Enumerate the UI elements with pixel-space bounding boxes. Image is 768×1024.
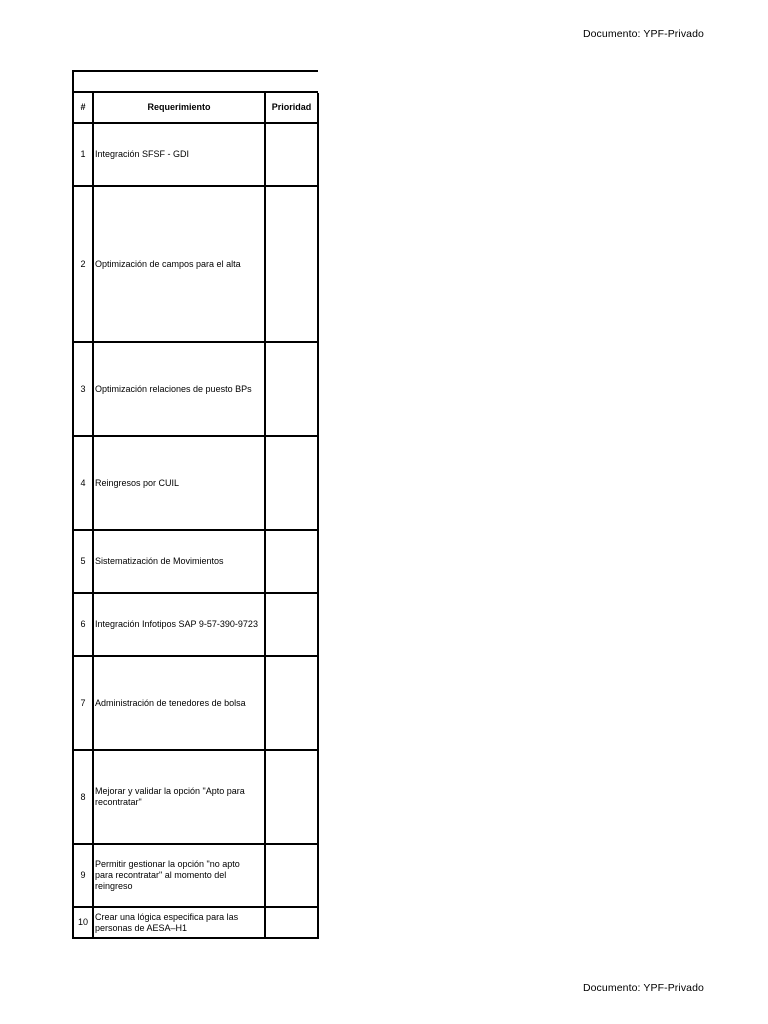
row-priority (265, 186, 318, 342)
requirements-table (74, 93, 319, 939)
row-number: 4 (74, 436, 93, 530)
row-number: 7 (74, 656, 93, 750)
row-number: 6 (74, 593, 93, 656)
row-number: 8 (74, 750, 93, 844)
row-requirement: Integración SFSF - GDI (93, 123, 265, 186)
row-requirement: Mejorar y validar la opción "Apto para recontratar" (93, 750, 265, 844)
table-row (74, 907, 318, 938)
row-number: 10 (74, 907, 93, 938)
table-row (74, 844, 318, 907)
row-requirement: Reingresos por CUIL (93, 436, 265, 530)
row-requirement: Integración Infotipos SAP 9-57-390-9723 (93, 593, 265, 656)
row-priority (265, 656, 318, 750)
row-number: 9 (74, 844, 93, 907)
row-number: 3 (74, 342, 93, 436)
table-row (74, 123, 318, 186)
row-number: 1 (74, 123, 93, 186)
row-priority (265, 593, 318, 656)
table-row (74, 593, 318, 656)
document-classification-label: Documento: YPF-Privado (582, 28, 704, 40)
row-priority (265, 123, 318, 186)
row-requirement: Permitir gestionar la opción "no apto para recontratar" al momento del reingreso (93, 844, 265, 907)
table-row (74, 530, 318, 593)
column-header-priority: Prioridad (265, 93, 318, 123)
table-row (74, 342, 318, 436)
table-row (74, 656, 318, 750)
row-requirement: Sistematización de Movimientos (93, 530, 265, 593)
table-row (74, 750, 318, 844)
table-row (74, 436, 318, 530)
table-title-row (74, 72, 318, 93)
row-priority (265, 436, 318, 530)
row-requirement: Optimización de campos para el alta (93, 186, 265, 342)
table-header-row (74, 93, 318, 123)
table-row (74, 186, 318, 342)
row-priority (265, 844, 318, 907)
row-priority (265, 750, 318, 844)
row-priority (265, 907, 318, 938)
row-number: 5 (74, 530, 93, 593)
row-priority (265, 342, 318, 436)
row-number: 2 (74, 186, 93, 342)
row-requirement: Optimización relaciones de puesto BPs (93, 342, 265, 436)
document-classification-label-footer: Documento: YPF-Privado (582, 982, 704, 994)
row-requirement: Crear una lógica especifica para las personas de AESA–H1 (93, 907, 265, 938)
row-requirement: Administración de tenedores de bolsa (93, 656, 265, 750)
column-header-requirement: Requerimiento (93, 93, 265, 123)
row-priority (265, 530, 318, 593)
column-header-number: # (74, 93, 93, 123)
requirements-table-container (72, 70, 318, 939)
